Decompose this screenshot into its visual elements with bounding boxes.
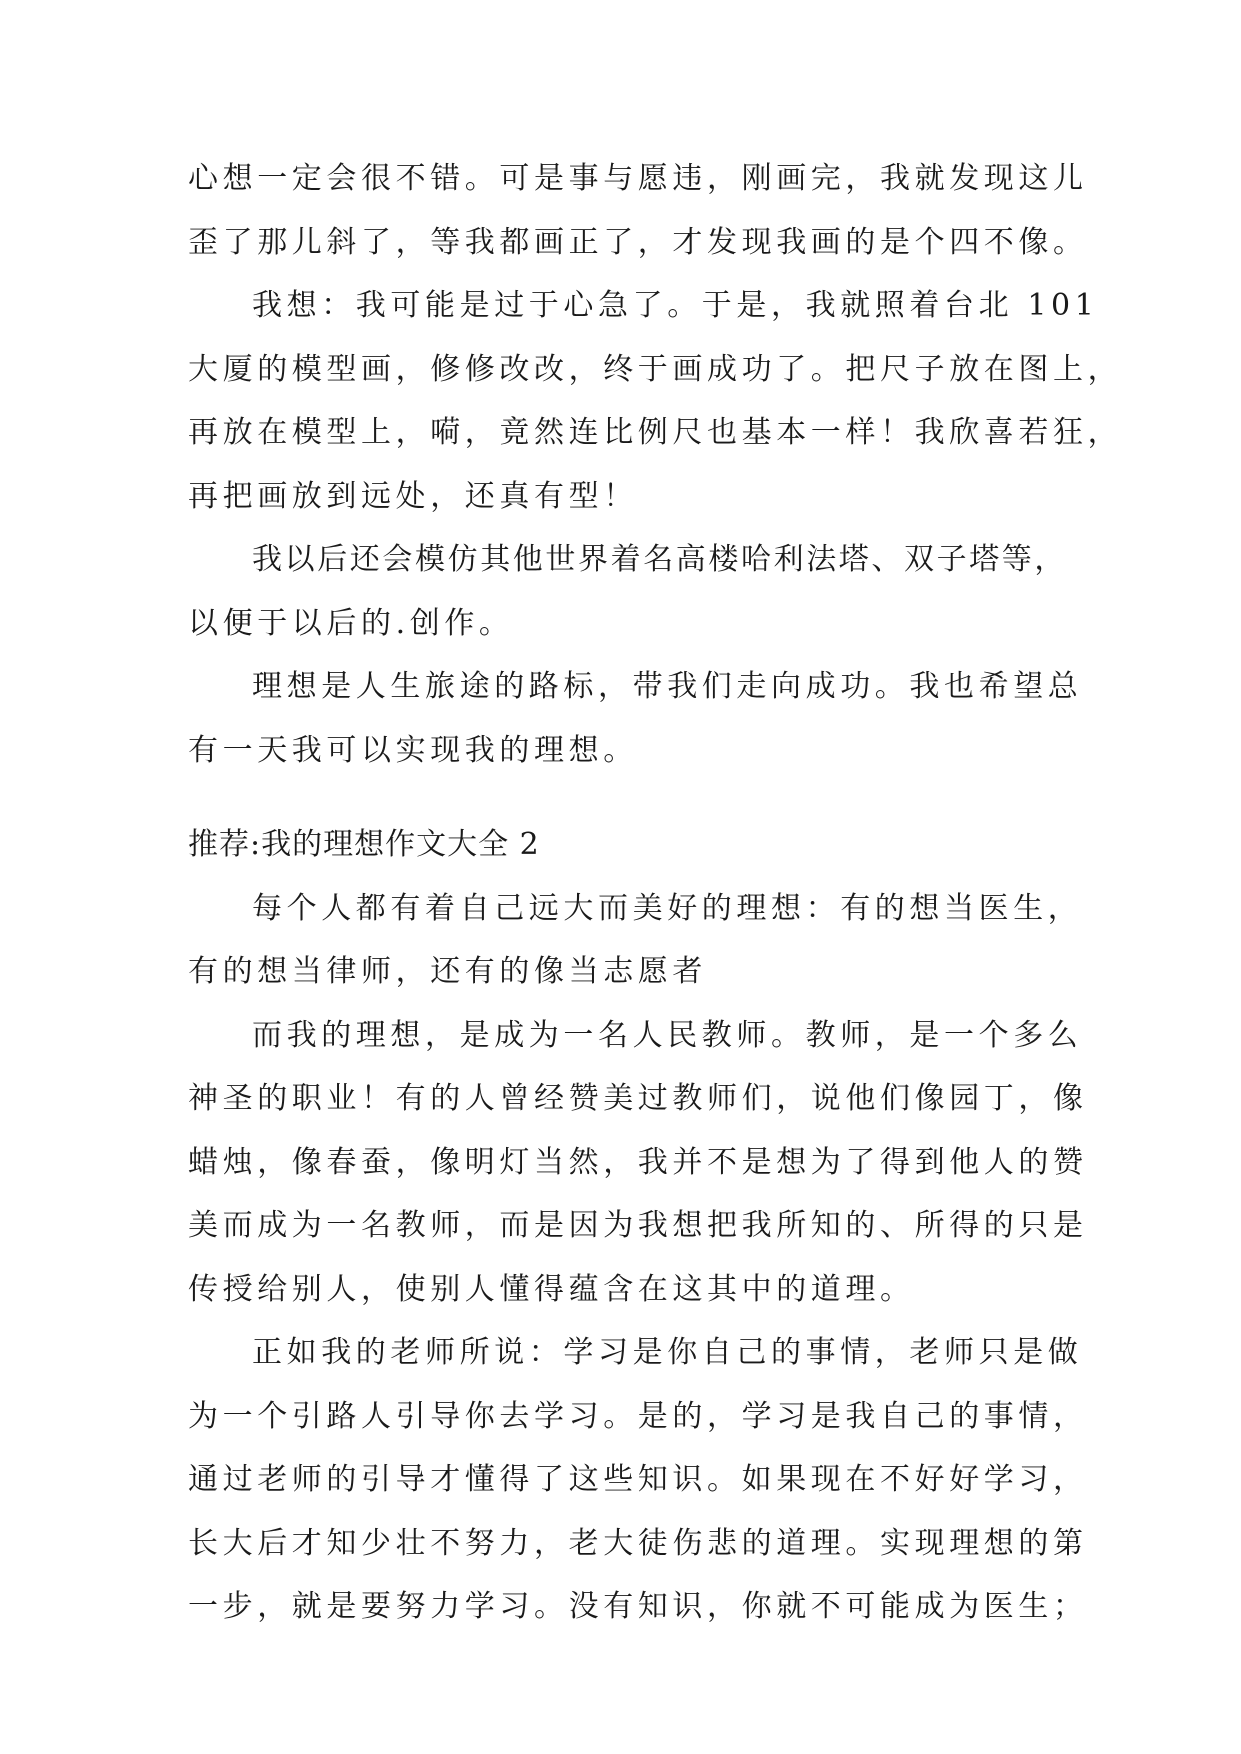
section-heading: 推荐:我的理想作文大全 2 (188, 827, 540, 862)
paragraph-line: 每个人都有着自己远大而美好的理想：有的想当医生， (252, 891, 1083, 926)
paragraph-line: 心想一定会很不错。可是事与愿违，刚画完，我就发现这儿 (188, 161, 1088, 196)
paragraph-line: 长大后才知少壮不努力，老大徒伤悲的道理。实现理想的第 (188, 1526, 1088, 1561)
paragraph-line: 理想是人生旅途的路标，带我们走向成功。我也希望总 (252, 669, 1083, 704)
paragraph-line: 美而成为一名教师，而是因为我想把我所知的、所得的只是 (188, 1208, 1088, 1243)
paragraph-line: 以便于以后的.创作。 (188, 606, 514, 641)
paragraph-line: 有一天我可以实现我的理想。 (188, 733, 638, 768)
paragraph-line: 再放在模型上，嗬，竟然连比例尺也基本一样！我欣喜若狂， (188, 415, 1123, 450)
paragraph-line: 为一个引路人引导你去学习。是的，学习是我自己的事情， (188, 1399, 1088, 1434)
paragraph-line: 蜡烛，像春蚕，像明灯当然，我并不是想为了得到他人的赞 (188, 1145, 1088, 1180)
paragraph-line: 再把画放到远处，还真有型！ (188, 479, 638, 514)
paragraph-line: 通过老师的引导才懂得了这些知识。如果现在不好好学习， (188, 1462, 1088, 1497)
paragraph-line: 正如我的老师所说：学习是你自己的事情，老师只是做 (252, 1335, 1083, 1370)
paragraph-line: 而我的理想，是成为一名人民教师。教师，是一个多么 (252, 1018, 1083, 1053)
paragraph-line: 神圣的职业！有的人曾经赞美过教师们，说他们像园丁，像 (188, 1081, 1088, 1116)
paragraph-line: 大厦的模型画，修修改改，终于画成功了。把尺子放在图上， (188, 352, 1123, 387)
paragraph-line: 传授给别人，使别人懂得蕴含在这其中的道理。 (188, 1272, 915, 1307)
paragraph-line: 我想：我可能是过于心急了。于是，我就照着台北 101 (252, 288, 1099, 323)
paragraph-line: 一步，就是要努力学习。没有知识，你就不可能成为医生； (188, 1589, 1088, 1624)
paragraph-line: 有的想当律师，还有的像当志愿者 (188, 954, 707, 989)
paragraph-line: 歪了那儿斜了，等我都画正了，才发现我画的是个四不像。 (188, 225, 1088, 260)
paragraph-line: 我以后还会模仿其他世界着名高楼哈利法塔、双子塔等， (252, 542, 1067, 577)
